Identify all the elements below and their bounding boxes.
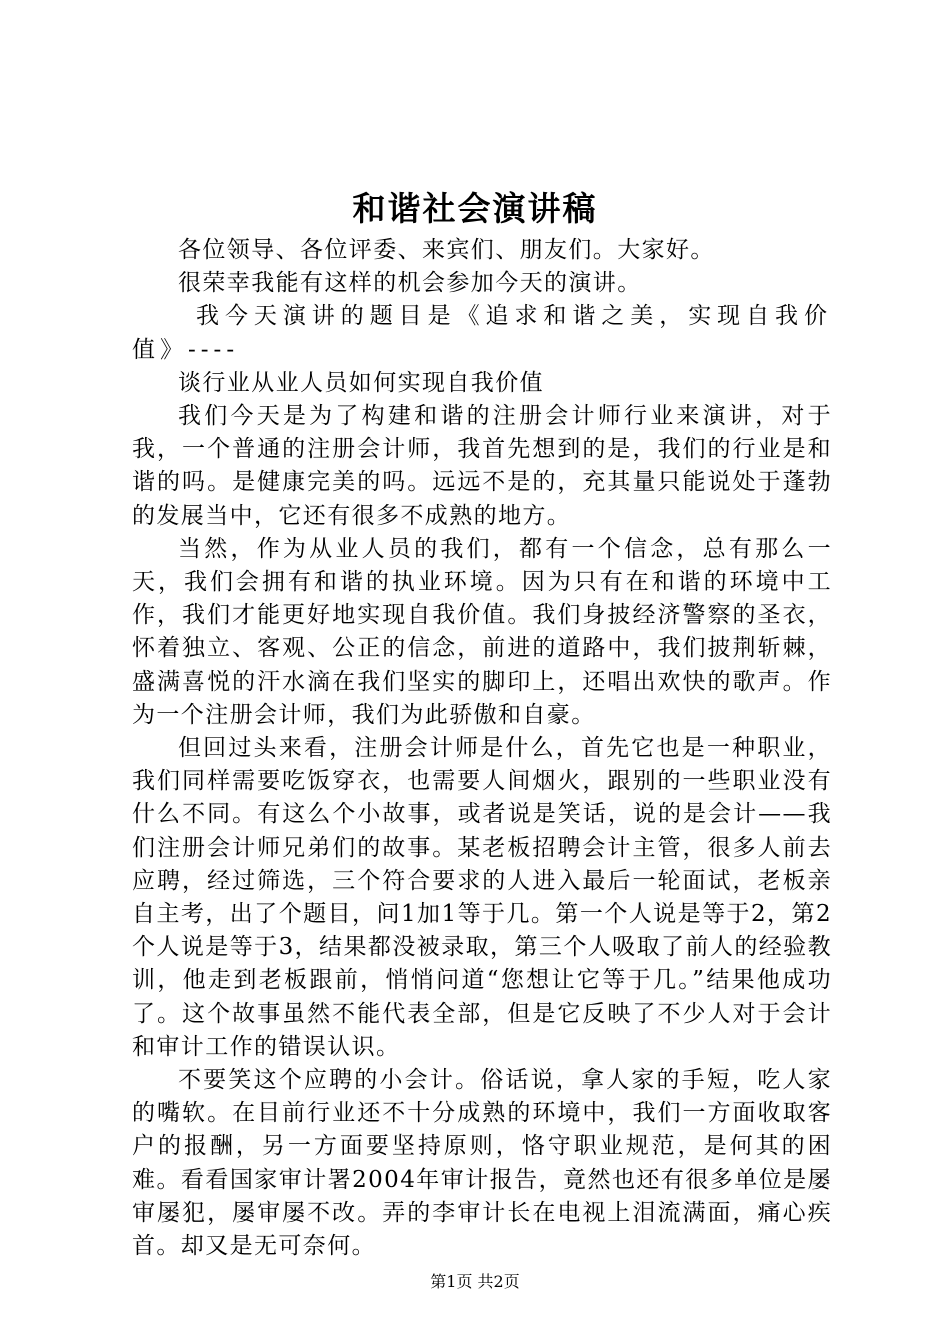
- paragraph-body: 我们今天是为了构建和谐的注册会计师行业来演讲，对于我，一个普通的注册会计师，我首先想到的是，我们的行业是和谐的吗。是健康完美的吗。远远不是的，充其量只能说处于蓬勃的发展当中，它还有很多不成熟的地方。: [132, 403, 832, 529]
- document-body: [132, 234, 832, 1263]
- paragraph-subtitle: 谈行业从业人员如何实现自我价值: [178, 369, 544, 396]
- paragraph-body: 但回过头来看，注册会计师是什么，首先它也是一种职业，我们同样需要吃饭穿衣，也需要人间烟火，跟别的一些职业没有什么不同。有这么个小故事，或者说是笑话，说的是会计——我们注册会计师兄弟们的故事。某老板招聘会计主管，很多人前去应聘，经过筛选，三个符合要求的人进入最后一轮面试，老板亲自主考，出了个题目，问1加1等于几。第一个人说是等于2，第2个人说是等于3，结果都没被录取，第三个人吸取了前人的经验教训，他走到老板跟前，悄悄问道“您想让它等于几。”结果他成功了。这个故事虽然不能代表全部，但是它反映了不少人对于会计和审计工作的错误认识。: [132, 735, 832, 1060]
- paragraph-honor: 很荣幸我能有这样的机会参加今天的演讲。: [178, 270, 642, 297]
- document-title: 和谐社会演讲稿: [352, 189, 598, 228]
- page-footer: 第1页 共2页: [430, 1272, 520, 1291]
- paragraph-body: 当然，作为从业人员的我们，都有一个信念，总有那么一天，我们会拥有和谐的执业环境。因为只有在和谐的环境中工作，我们才能更好地实现自我价值。我们身披经济警察的圣衣，怀着独立、客观、公正的信念，前进的道路中，我们披荆斩棘，盛满喜悦的汗水滴在我们坚实的脚印上，还唱出欢快的歌声。作为一个注册会计师，我们为此骄傲和自豪。: [132, 535, 832, 728]
- paragraph-topic: 我今天演讲的题目是《追求和谐之美，实现自我价值》----: [132, 303, 832, 363]
- paragraph-greeting: 各位领导、各位评委、来宾们、朋友们。大家好。: [178, 237, 715, 263]
- paragraph-body: 不要笑这个应聘的小会计。俗话说，拿人家的手短，吃人家的嘴软。在目前行业还不十分成熟的环境中，我们一方面收取客户的报酬，另一方面要坚持原则，恪守职业规范，是何其的困难。看看国家审计署2004年审计报告，竟然也还有很多单位是屡审屡犯，屡审屡不改。弄的李审计长在电视上泪流满面，痛心疾首。却又是无可奈何。: [132, 1067, 832, 1260]
